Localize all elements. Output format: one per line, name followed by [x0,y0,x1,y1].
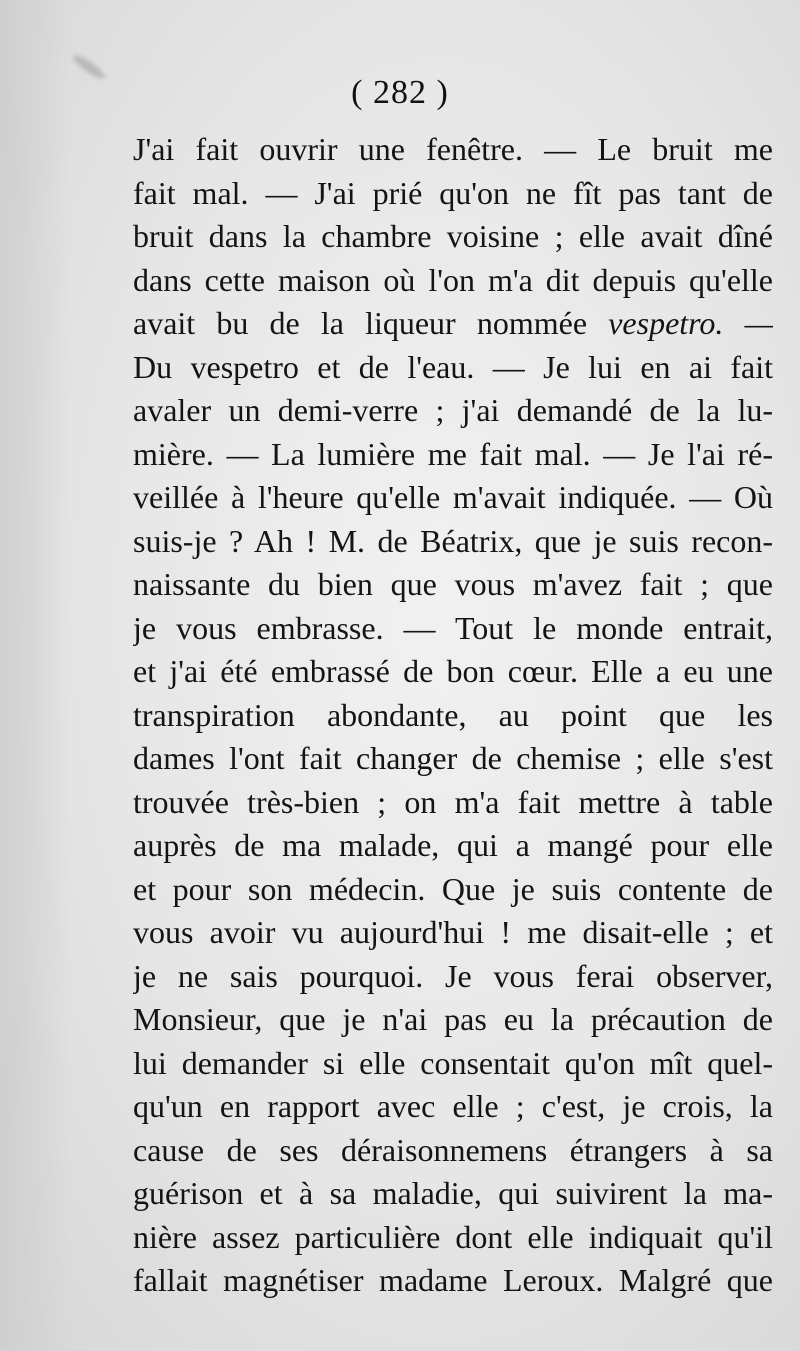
text-line: qu'un en rapport avec elle ; c'est, je crois, la [133,1088,773,1124]
text-line-part: avait bu de la liqueur nommée [133,305,588,341]
text-line: Du vespetro et de l'eau. — Je lui en ai fait [133,348,773,385]
text-line: veillée à l'heure qu'elle m'avait indiquée. — Où [133,479,773,515]
text-line: bruit dans la chambre voisine ; elle avait dîné [133,218,773,254]
text-line: et pour son médecin. Que je suis contente de [133,870,773,907]
text-line: fait mal. — J'ai prié qu'on ne fît pas tant de [133,174,773,211]
text-line: dans cette maison où l'on m'a dit depuis qu'elle [133,261,773,298]
text-line-with-italic [133,302,773,346]
text-line: avaler un demi-verre ; j'ai demandé de la lu- [133,392,773,428]
text-line: auprès de ma malade, qui a mangé pour elle [133,827,773,863]
text-line: et j'ai été embrassé de bon cœur. Elle a eu une [133,653,773,689]
text-line: cause de ses déraisonnemens étrangers à sa [133,1131,773,1168]
text-line: vous avoir vu aujourd'hui ! me disait-elle ; et [133,914,773,950]
text-line: trouvée très-bien ; on m'a fait mettre à table [133,783,773,820]
text-line: suis-je ? Ah ! M. de Béatrix, que je suis recon- [133,522,773,559]
text-line: naissante du bien que vous m'avez fait ; que [133,566,773,602]
text-line: je ne sais pourquoi. Je vous ferai observer, [133,957,773,994]
body-text [133,128,773,1303]
page-number: ( 282 ) [351,74,449,111]
text-line: Monsieur, que je n'ai pas eu la précaution de [133,1001,773,1037]
italic-word: vespetro. — [608,305,773,341]
text-line: je vous embrasse. — Tout le monde entrait, [133,609,773,646]
gutter-shadow [0,0,70,1351]
text-line: nière assez particulière dont elle indiquait qu'il [133,1218,773,1255]
text-line: lui demander si elle consentait qu'on mît quel- [133,1044,773,1081]
text-line: transpiration abondante, au point que les [133,696,773,733]
text-line: mière. — La lumière me fait mal. — Je l'ai ré- [133,435,773,472]
text-line: J'ai fait ouvrir une fenêtre. — Le bruit me [133,131,773,167]
text-line: dames l'ont fait changer de chemise ; elle s'est [133,740,773,776]
text-line: guérison et à sa maladie, qui suivirent la ma- [133,1175,773,1211]
text-line: fallait magnétiser madame Leroux. Malgré que [133,1262,773,1298]
